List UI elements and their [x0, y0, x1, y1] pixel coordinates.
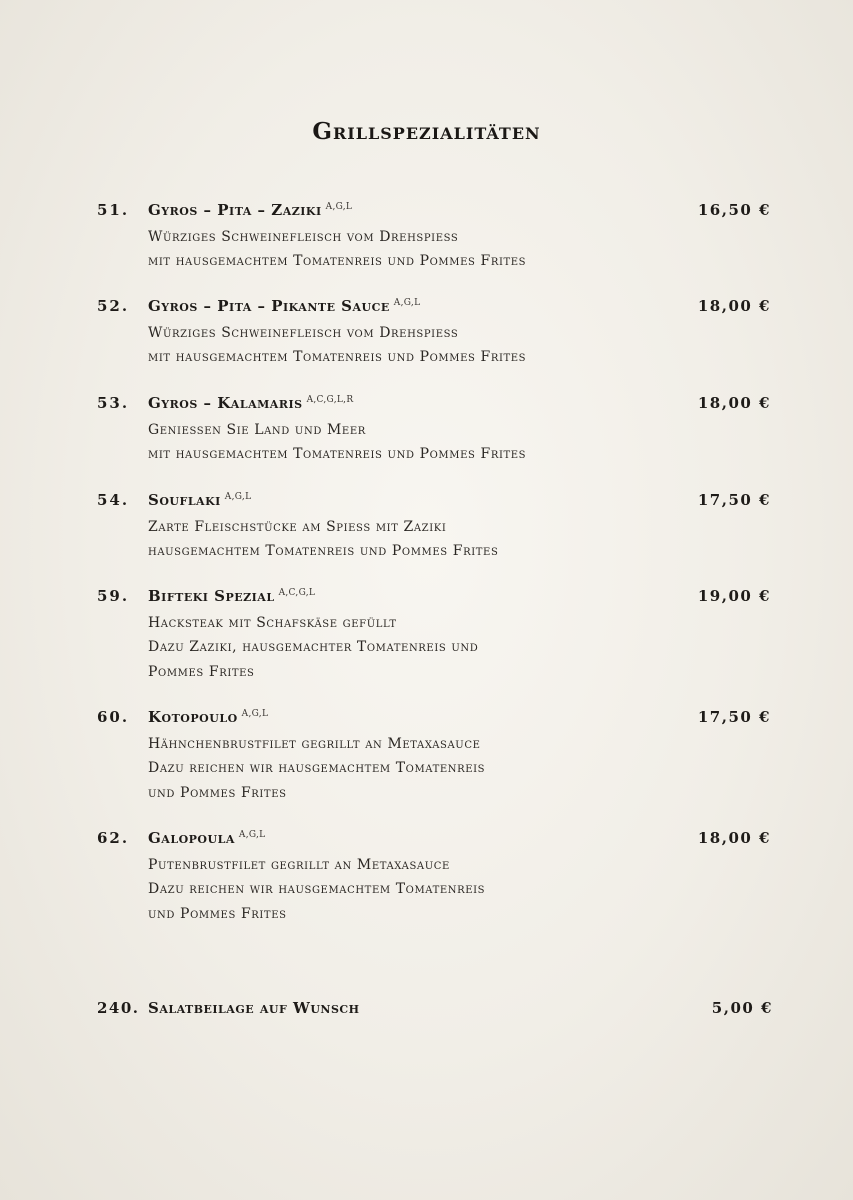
item-price: 19,00 € [697, 587, 771, 605]
item-name: Bifteki Spezial $^{A,C,G,L}$ [148, 587, 316, 605]
description-line: Würziges Schweinefleisch vom Drehspiess [148, 229, 459, 245]
item-description [148, 853, 485, 926]
item-number: 240. [97, 999, 140, 1017]
item-allergens: A,G,L [241, 709, 269, 719]
item-name: Gyros – Pita – Zaziki $^{A,G,L}$ [148, 201, 353, 219]
description-line: Dazu reichen wir hausgemachtem Tomatenreis [148, 760, 486, 777]
description-line: Würziges Schweinefleisch vom Drehspiess [148, 325, 459, 341]
description-line: Hacksteak mit Schafskäse gefüllt [148, 615, 397, 631]
item-name: Salatbeilage auf Wunsch [148, 999, 360, 1017]
description-line: Dazu Zaziki, hausgemachter Tomatenreis und [148, 639, 479, 656]
item-allergens: A,G,L [224, 492, 252, 502]
item-allergens: A,C,G,L,R [306, 395, 354, 405]
item-number: 52. [97, 297, 130, 315]
description-line: und Pommes Frites [148, 905, 287, 922]
item-description [148, 225, 526, 274]
description-line: Pommes Frites [148, 663, 255, 680]
item-description [148, 515, 498, 564]
description-line: mit hausgemachtem Tomatenreis und Pommes Frites [148, 446, 527, 463]
description-line: Hähnchenbrustfilet gegrillt an Metaxasauce [148, 736, 481, 752]
description-line: Dazu reichen wir hausgemachtem Tomatenreis [148, 881, 486, 898]
item-price: 17,50 € [697, 708, 771, 726]
item-price: 16,50 € [697, 201, 771, 219]
item-price: 18,00 € [697, 297, 771, 315]
item-name: Kotopoulo $^{A,G,L}$ [148, 708, 269, 726]
item-name: Galopoula $^{A,G,L}$ [148, 829, 266, 847]
item-name: Gyros – Kalamaris $^{A,C,G,L,R}$ [148, 394, 354, 412]
item-allergens: A,G,L [393, 298, 421, 308]
description-line: hausgemachtem Tomatenreis und Pommes Frites [148, 543, 499, 560]
description-line: Zarte Fleischstücke am Spiess mit Zaziki [148, 519, 447, 535]
description-line: Putenbrustfilet gegrillt an Metaxasauce [148, 857, 450, 873]
item-allergens: A,G,L [325, 202, 353, 212]
item-number: 51. [97, 201, 130, 219]
description-line: Geniessen Sie Land und Meer [148, 422, 366, 438]
item-number: 54. [97, 491, 130, 509]
item-description [148, 611, 478, 684]
item-number: 53. [97, 394, 130, 412]
item-price: 18,00 € [697, 394, 771, 412]
description-line: mit hausgemachtem Tomatenreis und Pommes Frites [148, 349, 527, 366]
item-number: 60. [97, 708, 130, 726]
item-allergens: A,G,L [238, 830, 266, 840]
item-description [148, 732, 485, 805]
item-number: 62. [97, 829, 130, 847]
item-price: 5,00 € [711, 999, 773, 1017]
description-line: mit hausgemachtem Tomatenreis und Pommes Frites [148, 253, 527, 270]
item-number: 59. [97, 587, 130, 605]
item-allergens: A,C,G,L [278, 588, 316, 598]
item-price: 17,50 € [697, 491, 771, 509]
item-price: 18,00 € [697, 829, 771, 847]
item-name: Gyros – Pita – Pikante Sauce $^{A,G,L}$ [148, 297, 421, 315]
item-name: Souflaki $^{A,G,L}$ [148, 491, 252, 509]
page-title: Grillspezialitäten [312, 118, 541, 145]
item-description [148, 418, 526, 467]
item-description [148, 321, 526, 370]
description-line: und Pommes Frites [148, 784, 287, 801]
